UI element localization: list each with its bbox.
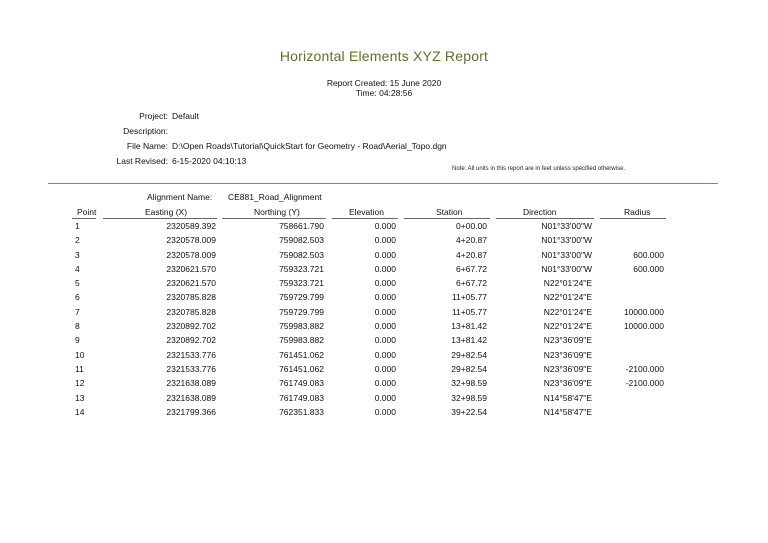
cell-northing: 759323.721 xyxy=(279,278,324,289)
cell-station: 32+98.59 xyxy=(451,392,487,403)
cell-point: 6 xyxy=(75,292,80,303)
col-header-elevation: Elevation xyxy=(349,207,384,217)
table-row xyxy=(0,290,768,304)
cell-easting: 2321638.089 xyxy=(166,378,216,389)
description-label: Description: xyxy=(123,125,168,136)
cell-station: 6+67.72 xyxy=(456,278,487,289)
cell-point: 10 xyxy=(75,349,85,360)
col-header-direction: Direction xyxy=(523,207,557,217)
cell-northing: 761451.062 xyxy=(279,349,324,360)
col-header-station: Station xyxy=(436,207,463,217)
cell-direction: N01°33'00"W xyxy=(541,263,592,274)
cell-station: 29+82.54 xyxy=(451,363,487,374)
cell-radius: -2100.000 xyxy=(625,363,664,374)
cell-northing: 762351.833 xyxy=(279,406,324,417)
cell-direction: N14°58'47"E xyxy=(543,406,592,417)
cell-elevation: 0.000 xyxy=(374,392,396,403)
report-created-date: Report Created: 15 June 2020 xyxy=(326,78,442,88)
file-name-row xyxy=(60,138,447,153)
cell-northing: 759983.882 xyxy=(279,335,324,346)
cell-northing: 759082.503 xyxy=(279,249,324,260)
cell-station: 11+05.77 xyxy=(451,292,487,303)
cell-easting: 2320589.392 xyxy=(166,221,216,231)
cell-station: 11+05.77 xyxy=(451,306,487,317)
cell-direction: N22°01'24"E xyxy=(543,278,592,289)
cell-northing: 759729.799 xyxy=(279,292,324,303)
cell-point: 12 xyxy=(75,378,85,389)
cell-northing: 758661.790 xyxy=(279,221,324,231)
cell-northing: 761749.083 xyxy=(279,392,324,403)
cell-elevation: 0.000 xyxy=(374,249,396,260)
cell-point: 3 xyxy=(75,249,80,260)
project-label: Project: xyxy=(139,110,168,121)
cell-station: 0+00.00 xyxy=(456,221,487,231)
report-metadata xyxy=(60,108,447,168)
cell-northing: 761749.083 xyxy=(279,378,324,389)
cell-elevation: 0.000 xyxy=(374,278,396,289)
cell-direction: N23°36'09"E xyxy=(543,349,592,360)
description-row xyxy=(60,123,447,138)
cell-radius: 10000.000 xyxy=(623,321,664,332)
cell-elevation: 0.000 xyxy=(374,221,396,231)
cell-easting: 2321533.776 xyxy=(166,349,216,360)
table-header xyxy=(0,205,768,219)
cell-direction: N23°36'09"E xyxy=(543,378,592,389)
cell-elevation: 0.000 xyxy=(374,263,396,274)
table-row xyxy=(0,376,768,390)
table-row xyxy=(0,262,768,276)
cell-elevation: 0.000 xyxy=(374,335,396,346)
alignment-name-value: CE881_Road_Alignment xyxy=(228,192,322,202)
cell-easting: 2321638.089 xyxy=(166,392,216,403)
cell-elevation: 0.000 xyxy=(374,292,396,303)
section-divider xyxy=(48,183,718,184)
alignment-name-label: Alignment Name: xyxy=(147,192,213,202)
cell-direction: N01°33'00"W xyxy=(541,249,592,260)
cell-easting: 2321799.366 xyxy=(166,406,216,417)
cell-point: 2 xyxy=(75,235,80,246)
table-row xyxy=(0,362,768,376)
table-row xyxy=(0,319,768,333)
col-header-point: Point xyxy=(77,207,97,217)
cell-direction: N01°33'00"W xyxy=(541,235,592,246)
cell-station: 32+98.59 xyxy=(451,378,487,389)
cell-point: 5 xyxy=(75,278,80,289)
cell-point: 9 xyxy=(75,335,80,346)
cell-station: 39+22.54 xyxy=(451,406,487,417)
cell-radius: 10000.000 xyxy=(623,306,664,317)
cell-elevation: 0.000 xyxy=(374,235,396,246)
table-row xyxy=(0,219,768,233)
xyz-table xyxy=(0,205,768,419)
cell-northing: 759983.882 xyxy=(279,321,324,332)
cell-easting: 2320578.009 xyxy=(166,249,216,260)
cell-direction: N22°01'24"E xyxy=(543,321,592,332)
cell-elevation: 0.000 xyxy=(374,349,396,360)
cell-northing: 759082.503 xyxy=(279,235,324,246)
last-revised-value: 6-15-2020 04:10:13 xyxy=(172,155,247,166)
cell-easting: 2321533.776 xyxy=(166,363,216,374)
col-header-northing: Northing (Y) xyxy=(254,207,300,217)
cell-elevation: 0.000 xyxy=(374,321,396,332)
cell-point: 13 xyxy=(75,392,85,403)
cell-elevation: 0.000 xyxy=(374,363,396,374)
units-note: Note: All units in this report are in feet unless specified otherwise. xyxy=(452,166,626,172)
cell-northing: 759323.721 xyxy=(279,263,324,274)
report-created-block xyxy=(0,78,768,98)
cell-easting: 2320785.828 xyxy=(166,292,216,303)
cell-direction: N23°36'09"E xyxy=(543,363,592,374)
cell-station: 13+81.42 xyxy=(451,335,487,346)
last-revised-label: Last Revised: xyxy=(116,155,168,166)
cell-station: 4+20.87 xyxy=(456,249,487,260)
project-value: Default xyxy=(172,110,199,121)
table-row xyxy=(0,248,768,262)
cell-station: 6+67.72 xyxy=(456,263,487,274)
table-row xyxy=(0,305,768,319)
table-body xyxy=(0,219,768,419)
cell-easting: 2320621.570 xyxy=(166,263,216,274)
col-header-radius: Radius xyxy=(624,207,651,217)
cell-easting: 2320892.702 xyxy=(166,335,216,346)
cell-elevation: 0.000 xyxy=(374,378,396,389)
file-name-value: D:\Open Roads\Tutorial\QuickStart for Geometry - Road\Aerial_Topo.dgn xyxy=(172,140,447,151)
cell-point: 11 xyxy=(75,363,84,374)
cell-point: 8 xyxy=(75,321,80,332)
cell-point: 1 xyxy=(75,221,80,231)
cell-station: 29+82.54 xyxy=(451,349,487,360)
project-row xyxy=(60,108,447,123)
cell-station: 4+20.87 xyxy=(456,235,487,246)
cell-point: 14 xyxy=(75,406,85,417)
table-row xyxy=(0,333,768,347)
cell-radius: 600.000 xyxy=(633,263,664,274)
cell-direction: N22°01'24"E xyxy=(543,292,592,303)
cell-point: 4 xyxy=(75,263,80,274)
cell-easting: 2320621.570 xyxy=(166,278,216,289)
cell-radius: -2100.000 xyxy=(625,378,664,389)
table-row xyxy=(0,233,768,247)
cell-direction: N23°36'09"E xyxy=(543,335,592,346)
cell-northing: 759729.799 xyxy=(279,306,324,317)
col-header-easting: Easting (X) xyxy=(145,207,188,217)
table-row xyxy=(0,405,768,419)
cell-direction: N22°01'24"E xyxy=(543,306,592,317)
cell-easting: 2320892.702 xyxy=(166,321,216,332)
cell-radius: 600.000 xyxy=(633,249,664,260)
report-title: Horizontal Elements XYZ Report xyxy=(279,48,489,64)
cell-elevation: 0.000 xyxy=(374,306,396,317)
cell-elevation: 0.000 xyxy=(374,406,396,417)
report-created-time: Time: 04:28:56 xyxy=(355,88,413,98)
cell-station: 13+81.42 xyxy=(451,321,487,332)
cell-direction: N14°58'47"E xyxy=(543,392,592,403)
table-row xyxy=(0,348,768,362)
table-row xyxy=(0,276,768,290)
cell-easting: 2320578.009 xyxy=(166,235,216,246)
last-revised-row xyxy=(60,153,447,168)
cell-point: 7 xyxy=(75,306,80,317)
cell-direction: N01°33'00"W xyxy=(541,221,592,231)
cell-easting: 2320785.828 xyxy=(166,306,216,317)
file-name-label: File Name: xyxy=(126,140,168,151)
cell-northing: 761451.062 xyxy=(279,363,324,374)
table-row xyxy=(0,391,768,405)
